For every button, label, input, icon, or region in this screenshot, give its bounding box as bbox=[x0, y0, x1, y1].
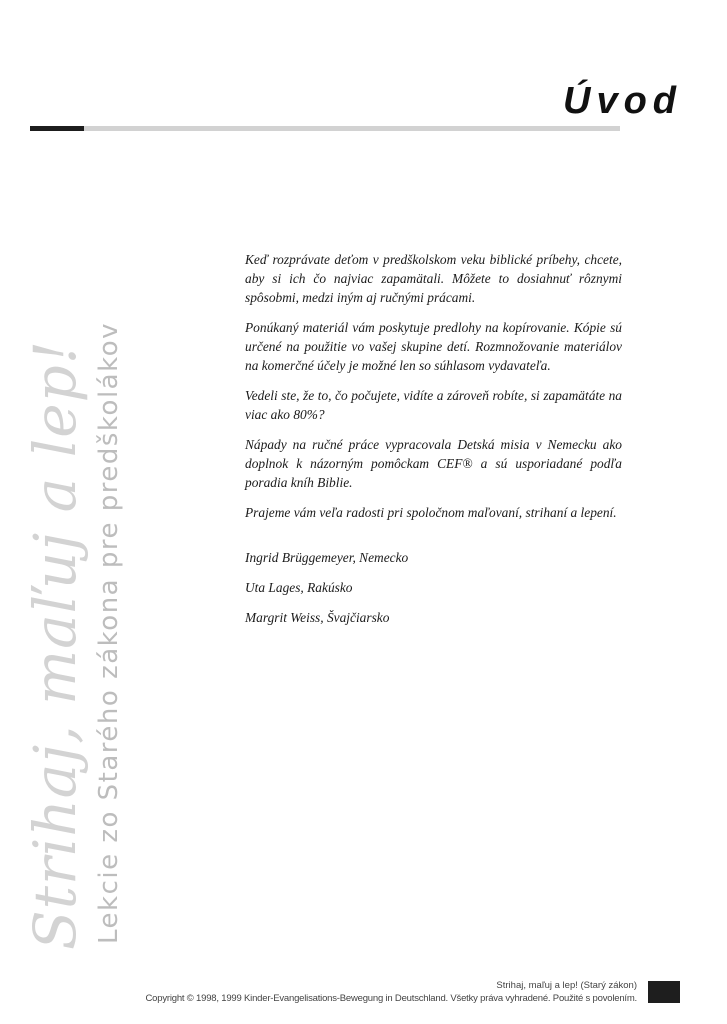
intro-text bbox=[245, 250, 622, 533]
paragraph: Keď rozprávate deťom v predškolskom veku biblické príbehy, chcete, aby si ich čo najviac zapamätali. Môžete to dosiahnuť rôznymi spôsobmi, medzi iným aj ručnými prácami. bbox=[245, 252, 622, 305]
page-title: Úvod bbox=[563, 80, 682, 122]
paragraph: Prajeme vám veľa radosti pri spoločnom maľovaní, strihaní a lepení. bbox=[245, 505, 617, 520]
paragraph: Ponúkaný materiál vám poskytuje predlohy na kopírovanie. Kópie sú určené na použitie vo vašej skupine detí. Rozmnožovanie materiálov na komerčné účely je možné len so súhlasom vydavateľa. bbox=[245, 320, 622, 373]
author: Uta Lages, Rakúsko bbox=[245, 580, 353, 595]
author: Margrit Weiss, Švajčiarsko bbox=[245, 610, 390, 625]
footer-book-title: Strihaj, maľuj a lep! (Starý zákon) bbox=[496, 980, 637, 991]
footer-copyright: Copyright © 1998, 1999 Kinder-Evangelisations-Bewegung in Deutschland. Všetky práva vyhradené. Použité s povolením. bbox=[145, 993, 637, 1004]
side-watermark bbox=[20, 321, 140, 950]
paragraph: Nápady na ručné práce vypracovala Detská misia v Nemecku ako doplnok k názorným pomôckam CEF® a sú usporiadané podľa poradia kníh Biblie. bbox=[245, 437, 622, 490]
authors-list bbox=[245, 548, 622, 638]
footer-block bbox=[648, 981, 680, 1003]
title-rule bbox=[30, 126, 620, 131]
author: Ingrid Brüggemeyer, Nemecko bbox=[245, 550, 409, 565]
side-script-title: Strihaj, maľuj a lep! bbox=[21, 339, 89, 950]
paragraph: Vedeli ste, že to, čo počujete, vidíte a zároveň robíte, si zapamätáte na viac ako 80%? bbox=[245, 388, 622, 422]
title-rule-accent bbox=[30, 126, 84, 131]
side-subtitle: Lekcie zo Starého zákona pre predškolákov bbox=[94, 321, 124, 944]
